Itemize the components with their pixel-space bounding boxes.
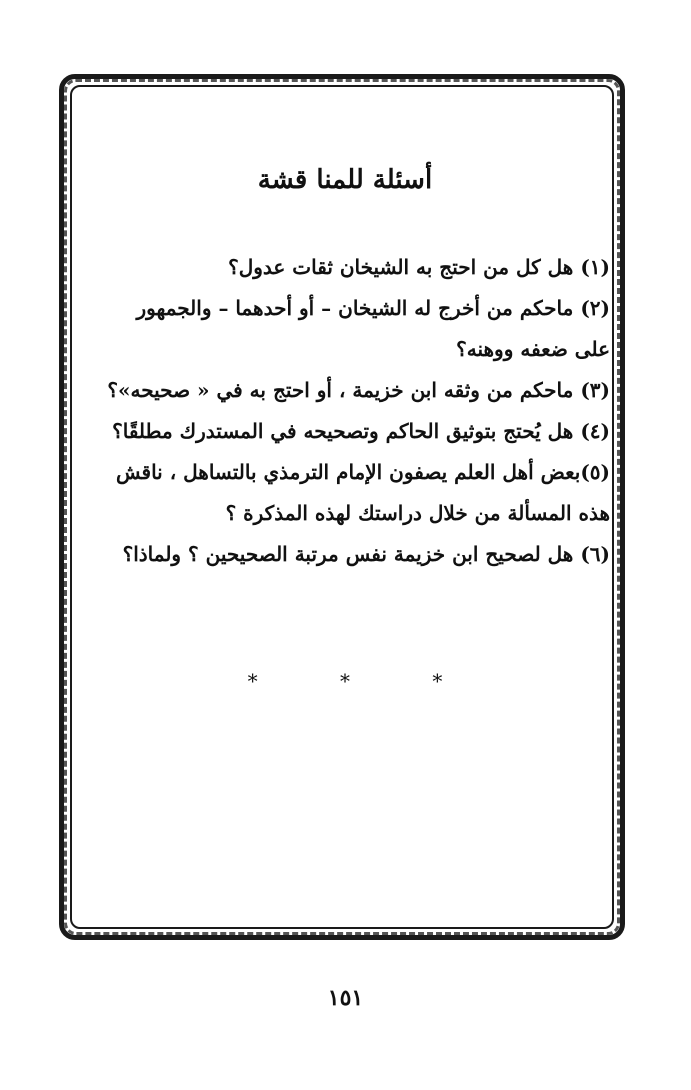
question-number: (٥) (580, 460, 610, 484)
page-number: ١٥١ (327, 985, 364, 1011)
star-glyph: * (432, 669, 443, 693)
star-glyph: * (340, 669, 350, 693)
question-2 (136, 296, 610, 320)
question-6 (123, 542, 610, 566)
question-number: (٣) (580, 378, 610, 402)
question-2-continuation: على ضعفه ووهنه؟ (456, 337, 610, 361)
question-text: هل لصحيح ابن خزيمة نفس مرتبة الصحيحين ؟ ولماذا؟ (122, 542, 581, 566)
question-number: (٤) (580, 419, 610, 443)
question-text: هل كل من احتج به الشيخان ثقات عدول؟ (228, 255, 581, 279)
question-3 (107, 378, 610, 402)
question-text: ماحكم من وثقه ابن خزيمة ، أو احتج به في « صحيحه»؟ (107, 378, 581, 402)
question-number: (١) (580, 255, 610, 279)
question-number: (٦) (580, 542, 610, 566)
question-5 (116, 460, 610, 484)
question-text: بعض أهل العلم يصفون الإمام الترمذي بالتساهل ، ناقش (116, 460, 581, 484)
question-number: (٢) (580, 296, 610, 320)
question-text: ماحكم من أخرج له الشيخان – أو أحدهما – والجمهور (136, 296, 581, 320)
question-text: هل يُحتج بتوثيق الحاكم وتصحيحه في المستدرك مطلقًا؟ (112, 419, 581, 443)
question-5-continuation: هذه المسألة من خلال دراستك لهذه المذكرة ؟ (225, 501, 610, 525)
question-4 (112, 419, 610, 443)
page-title: أسئلة للمنا قشة (257, 165, 433, 195)
star-glyph: * (247, 669, 258, 693)
question-1 (228, 255, 610, 279)
section-divider-stars (80, 669, 610, 693)
